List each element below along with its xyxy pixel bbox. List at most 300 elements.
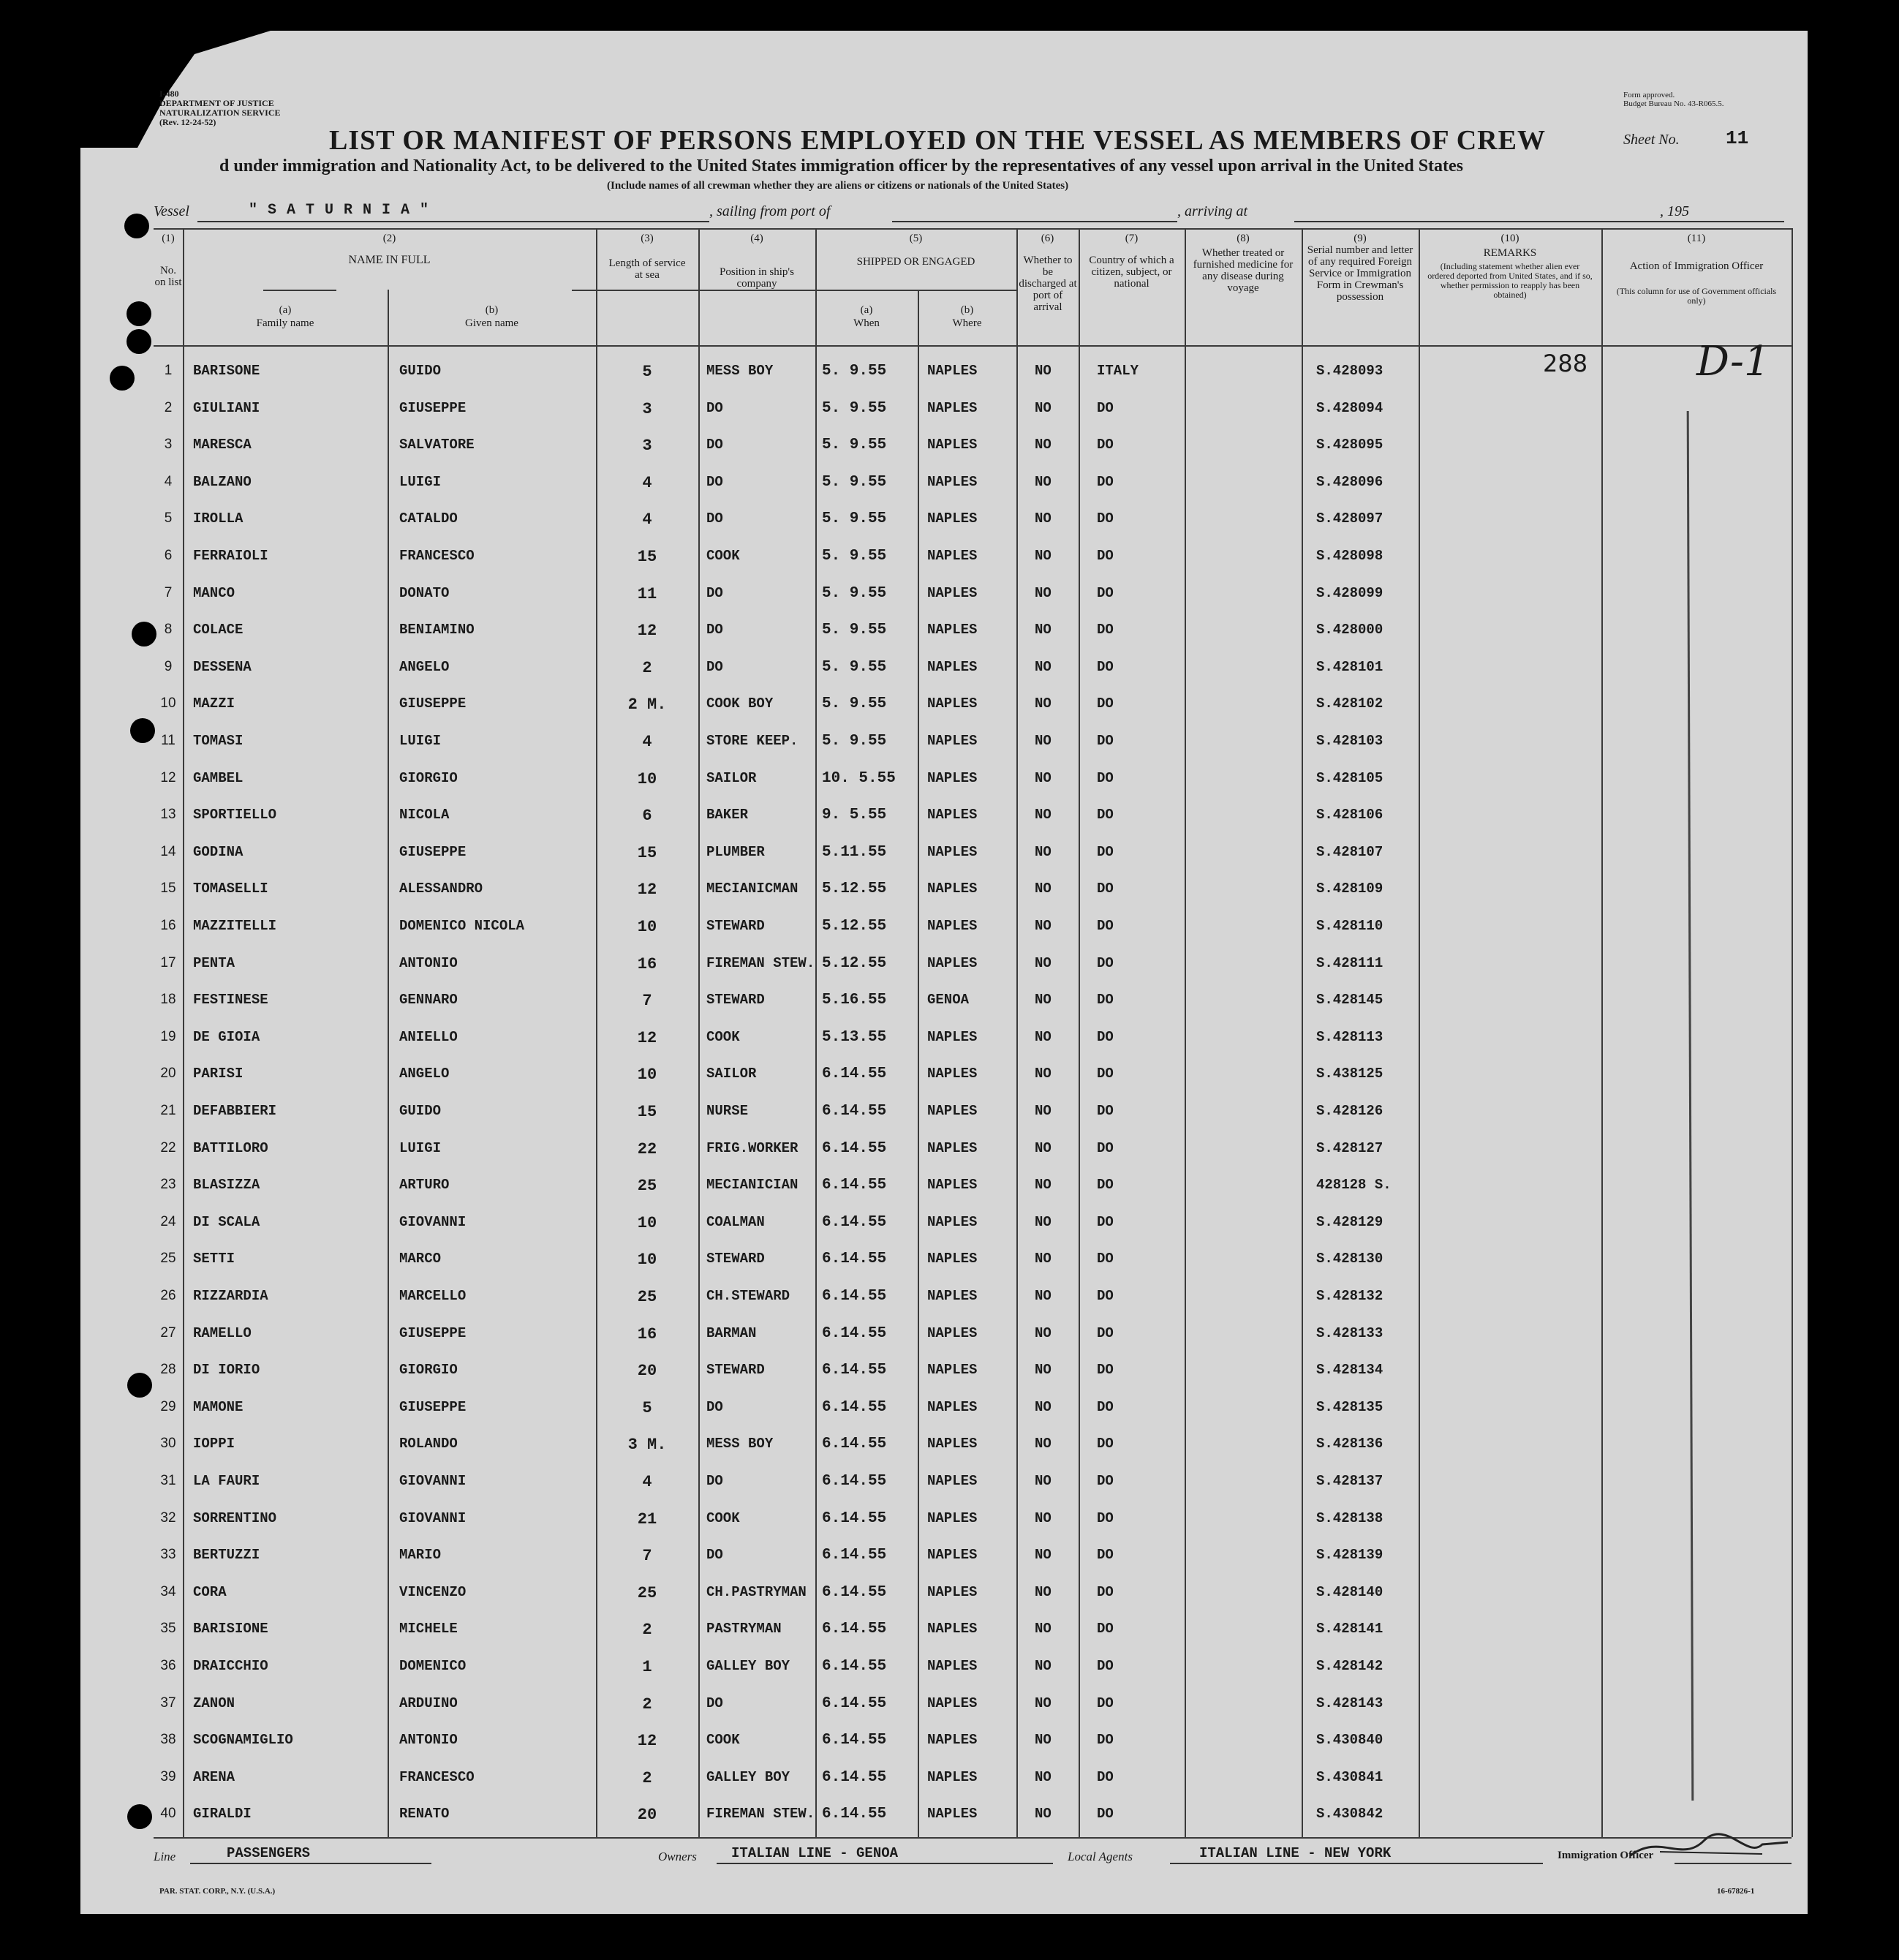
sheet-label: Sheet No. [1623, 132, 1680, 148]
cell-pos: DO [706, 584, 723, 601]
cell-disc: NO [1035, 1695, 1052, 1711]
cell-pos: GALLEY BOY [706, 1658, 790, 1674]
cell-disc: NO [1035, 1473, 1052, 1489]
cell-family: COLACE [193, 622, 243, 638]
col-10-note: (Including statement whether alien ever ordered deported from United States, and if so, whether permission to reapply has been obtained) [1427, 261, 1593, 300]
cell-where: GENOA [927, 992, 970, 1009]
cell-n: 38 [160, 1732, 176, 1748]
cell-len: 10 [637, 769, 657, 788]
cell-pos: PLUMBER [706, 843, 765, 860]
table-row [154, 1204, 1792, 1241]
cell-disc: NO [1035, 658, 1052, 675]
cell-ser: S.428102 [1316, 696, 1383, 712]
cell-len: 5 [642, 363, 652, 381]
table-row [154, 1389, 1792, 1426]
cell-family: BARISONE [193, 363, 260, 379]
arriving-label: , arriving at [1177, 203, 1248, 219]
cell-pos: FRIG.WORKER [706, 1139, 799, 1156]
cell-ser: S.428094 [1316, 399, 1383, 416]
cell-given: GIORGIO [399, 1362, 458, 1379]
cell-where: NAPLES [927, 473, 978, 490]
cell-n: 27 [160, 1324, 176, 1341]
cell-disc: NO [1035, 1251, 1052, 1267]
officer-signature [1616, 1826, 1792, 1870]
cell-disc: NO [1035, 1139, 1052, 1156]
cell-len: 7 [642, 1547, 652, 1566]
cell-where: NAPLES [927, 733, 978, 749]
cell-ser: S.428098 [1316, 548, 1383, 564]
cell-ctry: DO [1097, 437, 1114, 453]
agents-value: ITALIAN LINE - NEW YORK [1199, 1845, 1392, 1861]
owners-value: ITALIAN LINE - GENOA [731, 1845, 899, 1861]
cell-ser: S.428000 [1316, 622, 1383, 638]
cell-ctry: DO [1097, 1473, 1114, 1489]
cell-given: GIUSEPPE [399, 399, 467, 416]
cell-n: 2 [164, 399, 173, 415]
cell-ser: S.430842 [1316, 1806, 1383, 1823]
cell-family: IROLLA [193, 510, 243, 527]
cell-when: 6.14.55 [822, 1547, 887, 1564]
cell-pos: MECIANICIAN [706, 1177, 799, 1194]
cell-n: 12 [160, 769, 176, 785]
cell-len: 15 [637, 548, 657, 566]
cell-family: DESSENA [193, 658, 252, 675]
cell-len: 6 [642, 807, 652, 826]
table-row [154, 981, 1792, 1019]
cell-family: GAMBEL [193, 769, 243, 786]
cell-pos: DO [706, 1695, 723, 1711]
cell-ctry: DO [1097, 1362, 1114, 1379]
cell-n: 32 [160, 1509, 176, 1526]
cell-ctry: DO [1097, 1213, 1114, 1230]
cell-ctry: DO [1097, 733, 1114, 749]
cell-when: 6.14.55 [822, 1251, 887, 1268]
col-2-number: (2) [382, 233, 396, 244]
cell-disc: NO [1035, 1509, 1052, 1526]
cell-given: LUIGI [399, 473, 442, 490]
cell-family: RAMELLO [193, 1324, 252, 1341]
table-row [154, 1278, 1792, 1315]
cell-len: 10 [637, 1213, 657, 1232]
cell-disc: NO [1035, 363, 1052, 379]
officer-action-mark: D-1 [1696, 338, 1770, 385]
cell-n: 30 [160, 1436, 176, 1452]
cell-when: 6.14.55 [822, 1139, 887, 1157]
table-row [154, 1500, 1792, 1537]
cell-ser: S.428113 [1316, 1028, 1383, 1045]
cell-len: 4 [642, 1473, 652, 1491]
cell-pos: DO [706, 473, 723, 490]
cell-when: 6.14.55 [822, 1066, 887, 1083]
cell-disc: NO [1035, 1621, 1052, 1637]
cell-disc: NO [1035, 473, 1052, 490]
cell-n: 28 [160, 1362, 176, 1378]
cell-when: 5.12.55 [822, 918, 887, 935]
cell-ctry: DO [1097, 1806, 1114, 1823]
cell-disc: NO [1035, 548, 1052, 564]
cell-disc: NO [1035, 399, 1052, 416]
cell-ser: S.428111 [1316, 954, 1383, 971]
cell-disc: NO [1035, 1583, 1052, 1600]
col-9-header: Serial number and letter of any required Foreign Service or Immigration Form in Crewman's possession [1307, 244, 1413, 303]
cell-ctry: DO [1097, 622, 1114, 638]
cell-ctry: DO [1097, 548, 1114, 564]
cell-len: 10 [637, 1251, 657, 1270]
cell-len: 25 [637, 1583, 657, 1602]
cell-family: DE GIOIA [193, 1028, 260, 1045]
cell-when: 6.14.55 [822, 1806, 887, 1823]
cell-ctry: DO [1097, 473, 1114, 490]
punch-hole [124, 214, 149, 238]
punch-hole [127, 1373, 152, 1398]
cell-family: DRAICCHIO [193, 1658, 268, 1674]
cell-ser: S.428127 [1316, 1139, 1383, 1156]
cell-ser: S.428099 [1316, 584, 1383, 601]
form-approval: Form approved. Budget Bureau No. 43-R065.5. [1623, 91, 1724, 108]
cell-pos: CH.STEWARD [706, 1288, 790, 1304]
cell-ser: S.438125 [1316, 1066, 1383, 1082]
punch-hole [132, 622, 156, 647]
col-4-number: (4) [750, 233, 763, 244]
cell-disc: NO [1035, 1436, 1052, 1452]
cell-ctry: DO [1097, 1658, 1114, 1674]
cell-disc: NO [1035, 696, 1052, 712]
cell-ctry: DO [1097, 1324, 1114, 1341]
owners-label: Owners [658, 1850, 697, 1863]
cell-where: NAPLES [927, 1028, 978, 1045]
cell-ser: S.428130 [1316, 1251, 1383, 1267]
cell-ser: S.428095 [1316, 437, 1383, 453]
cell-where: NAPLES [927, 1436, 978, 1452]
cell-where: NAPLES [927, 1362, 978, 1379]
cell-n: 29 [160, 1398, 176, 1414]
cell-n: 9 [164, 658, 173, 674]
cell-ser: S.428110 [1316, 918, 1383, 934]
cell-given: MARCO [399, 1251, 442, 1267]
cell-where: NAPLES [927, 1806, 978, 1823]
cell-len: 16 [637, 1324, 657, 1343]
cell-n: 25 [160, 1251, 176, 1267]
cell-len: 2 [642, 1621, 652, 1640]
col-1-number: (1) [162, 233, 175, 244]
cell-when: 6.14.55 [822, 1732, 887, 1749]
cell-ctry: DO [1097, 658, 1114, 675]
cell-len: 20 [637, 1362, 657, 1381]
cell-when: 5.16.55 [822, 992, 887, 1009]
cell-family: TOMASELLI [193, 881, 268, 897]
cell-when: 6.14.55 [822, 1695, 887, 1712]
cell-ctry: DO [1097, 1028, 1114, 1045]
vessel-row [154, 203, 1792, 225]
table-row [154, 1055, 1792, 1093]
cell-ser: S.428096 [1316, 473, 1383, 490]
cell-when: 10. 5.55 [822, 769, 896, 787]
col-6-header: Whether to be discharged at port of arrival [1019, 255, 1077, 313]
cell-disc: NO [1035, 1732, 1052, 1749]
table-row [154, 538, 1792, 575]
cell-where: NAPLES [927, 807, 978, 823]
cell-given: LUIGI [399, 1139, 442, 1156]
col-2b-header: Given name [465, 317, 518, 329]
remark-row-1: 288 [1543, 350, 1588, 377]
cell-family: GODINA [193, 843, 243, 860]
cell-len: 15 [637, 843, 657, 862]
cell-ser: S.428126 [1316, 1103, 1383, 1119]
cell-disc: NO [1035, 1028, 1052, 1045]
cell-ctry: DO [1097, 881, 1114, 897]
vessel-name: " S A T U R N I A " [249, 202, 430, 219]
cell-given: GIUSEPPE [399, 696, 467, 712]
sailing-label: , sailing from port of [709, 203, 831, 219]
cell-ser: S.428135 [1316, 1398, 1383, 1415]
cell-family: BATTILORO [193, 1139, 268, 1156]
cell-when: 5. 9.55 [822, 696, 887, 713]
cell-when: 5. 9.55 [822, 399, 887, 417]
cell-family: LA FAURI [193, 1473, 260, 1489]
cell-pos: COOK [706, 1732, 740, 1749]
cell-pos: COOK [706, 1028, 740, 1045]
table-row [154, 1166, 1792, 1204]
cell-disc: NO [1035, 807, 1052, 823]
cell-len: 25 [637, 1177, 657, 1196]
cell-ser: S.428137 [1316, 1473, 1383, 1489]
cell-given: NICOLA [399, 807, 450, 823]
cell-len: 3 M. [627, 1436, 667, 1455]
cell-n: 6 [164, 548, 173, 563]
line-label: Line [154, 1850, 176, 1863]
manifest-footer [154, 1845, 1792, 1877]
cell-when: 6.14.55 [822, 1213, 887, 1231]
cell-given: LUIGI [399, 733, 442, 749]
cell-pos: STEWARD [706, 992, 765, 1009]
cell-where: NAPLES [927, 584, 978, 601]
table-row [154, 1463, 1792, 1500]
cell-pos: DO [706, 1398, 723, 1415]
cell-disc: NO [1035, 622, 1052, 638]
cell-where: NAPLES [927, 1139, 978, 1156]
cell-given: GIORGIO [399, 769, 458, 786]
cell-n: 17 [160, 954, 176, 970]
cell-given: VINCENZO [399, 1583, 467, 1600]
cell-disc: NO [1035, 881, 1052, 897]
cell-where: NAPLES [927, 1695, 978, 1711]
table-row [154, 1315, 1792, 1352]
cell-ctry: DO [1097, 1695, 1114, 1711]
cell-where: NAPLES [927, 918, 978, 934]
cell-given: MARCELLO [399, 1288, 467, 1304]
cell-len: 10 [637, 1066, 657, 1085]
cell-pos: CH.PASTRYMAN [706, 1583, 807, 1600]
col-2a-header: Family name [256, 317, 314, 329]
line-value: PASSENGERS [227, 1845, 311, 1861]
cell-ser: S.428103 [1316, 733, 1383, 749]
cell-given: GENNARO [399, 992, 458, 1009]
cell-given: ARDUINO [399, 1695, 458, 1711]
form-identifier: I-480 DEPARTMENT OF JUSTICE NATURALIZATION SERVICE (Rev. 12-24-52) [159, 88, 281, 127]
crew-table [154, 228, 1792, 1837]
cell-given: FRANCESCO [399, 1768, 475, 1785]
col-10-number: (10) [1500, 233, 1519, 244]
table-row [154, 1352, 1792, 1389]
cell-given: ANGELO [399, 658, 450, 675]
cell-where: NAPLES [927, 1768, 978, 1785]
cell-ser: S.428106 [1316, 807, 1383, 823]
cell-n: 8 [164, 622, 173, 638]
col-5b-header: Where [952, 317, 982, 329]
cell-when: 6.14.55 [822, 1288, 887, 1305]
cell-len: 12 [637, 881, 657, 900]
cell-family: MANCO [193, 584, 235, 601]
cell-ser: S.428136 [1316, 1436, 1383, 1452]
cell-family: FERRAIOLI [193, 548, 268, 564]
cell-family: GIULIANI [193, 399, 260, 416]
cell-given: ARTURO [399, 1177, 450, 1194]
cell-family: BALZANO [193, 473, 252, 490]
cell-where: NAPLES [927, 1103, 978, 1119]
form-number: 16-67826-1 [1717, 1887, 1755, 1896]
cell-ctry: DO [1097, 918, 1114, 934]
cell-n: 13 [160, 807, 176, 823]
cell-pos: STEWARD [706, 918, 765, 934]
cell-n: 34 [160, 1583, 176, 1599]
col-8-header: Whether treated or furnished medicine for any disease during voyage [1193, 247, 1294, 294]
cell-len: 2 [642, 658, 652, 677]
cell-family: BARISIONE [193, 1621, 268, 1637]
col-10-header: REMARKS [1483, 247, 1537, 259]
table-row [154, 1240, 1792, 1278]
table-row [154, 649, 1792, 686]
cell-pos: COOK [706, 1509, 740, 1526]
cell-where: NAPLES [927, 954, 978, 971]
cell-when: 5. 9.55 [822, 363, 887, 380]
cell-disc: NO [1035, 954, 1052, 971]
cell-family: PENTA [193, 954, 235, 971]
cell-disc: NO [1035, 769, 1052, 786]
cell-pos: DO [706, 1473, 723, 1489]
cell-pos: NURSE [706, 1103, 749, 1119]
col-4-header: Position in ship's company [720, 266, 794, 290]
col-3-header: Length of service at sea [608, 257, 686, 281]
cell-where: NAPLES [927, 1509, 978, 1526]
table-row [154, 1685, 1792, 1722]
cell-ser: S.428141 [1316, 1621, 1383, 1637]
cell-ctry: DO [1097, 1547, 1114, 1564]
table-row [154, 908, 1792, 945]
cell-pos: MESS BOY [706, 363, 774, 379]
table-row [154, 390, 1792, 427]
cell-len: 2 [642, 1768, 652, 1787]
cell-disc: NO [1035, 1806, 1052, 1823]
cell-disc: NO [1035, 510, 1052, 527]
col-2a-number: (a) [279, 304, 292, 316]
cell-n: 24 [160, 1213, 176, 1229]
table-row [154, 870, 1792, 908]
cell-given: DOMENICO NICOLA [399, 918, 525, 934]
cell-given: DOMENICO [399, 1658, 467, 1674]
cell-n: 37 [160, 1695, 176, 1711]
cell-family: SCOGNAMIGLIO [193, 1732, 293, 1749]
page-title: LIST OR MANIFEST OF PERSONS EMPLOYED ON THE VESSEL AS MEMBERS OF CREW [329, 125, 1546, 156]
table-row [154, 611, 1792, 649]
cell-n: 26 [160, 1288, 176, 1303]
col-7-number: (7) [1125, 233, 1139, 244]
cell-ser: S.428133 [1316, 1324, 1383, 1341]
cell-when: 6.14.55 [822, 1324, 887, 1342]
officer-label: Immigration Officer [1558, 1850, 1654, 1861]
cell-family: MAZZI [193, 696, 235, 712]
cell-len: 16 [637, 954, 657, 973]
cell-len: 5 [642, 1398, 652, 1417]
table-row [154, 1574, 1792, 1611]
cell-pos: COOK [706, 548, 740, 564]
cell-disc: NO [1035, 1103, 1052, 1119]
cell-n: 23 [160, 1177, 176, 1193]
cell-len: 2 M. [627, 696, 667, 715]
cell-pos: DO [706, 658, 723, 675]
cell-ctry: DO [1097, 1251, 1114, 1267]
cell-disc: NO [1035, 992, 1052, 1009]
cell-family: SPORTIELLO [193, 807, 277, 823]
cell-ctry: DO [1097, 1066, 1114, 1082]
cell-pos: BARMAN [706, 1324, 757, 1341]
cell-when: 6.14.55 [822, 1436, 887, 1453]
cell-family: CORA [193, 1583, 227, 1600]
cell-ser: S.428139 [1316, 1547, 1383, 1564]
cell-ctry: DO [1097, 1768, 1114, 1785]
table-row [154, 500, 1792, 538]
cell-where: NAPLES [927, 696, 978, 712]
cell-where: NAPLES [927, 1288, 978, 1304]
cell-when: 6.14.55 [822, 1768, 887, 1786]
cell-when: 5. 9.55 [822, 510, 887, 528]
cell-where: NAPLES [927, 1473, 978, 1489]
cell-disc: NO [1035, 1362, 1052, 1379]
table-row [154, 723, 1792, 760]
cell-ser: S.428097 [1316, 510, 1383, 527]
cell-where: NAPLES [927, 843, 978, 860]
cell-when: 5. 9.55 [822, 548, 887, 565]
cell-len: 3 [642, 437, 652, 456]
cell-given: GIOVANNI [399, 1213, 467, 1230]
cell-where: NAPLES [927, 1177, 978, 1194]
cell-family: FESTINESE [193, 992, 268, 1009]
manifest-page [80, 31, 1808, 1914]
cell-len: 12 [637, 622, 657, 641]
cell-ctry: DO [1097, 769, 1114, 786]
cell-when: 9. 5.55 [822, 807, 887, 824]
cell-given: ANIELLO [399, 1028, 458, 1045]
cell-given: ANTONIO [399, 1732, 458, 1749]
col-11-header: Action of Immigration Officer [1629, 260, 1764, 272]
cell-when: 5. 9.55 [822, 622, 887, 639]
col-9-number: (9) [1354, 233, 1367, 244]
cell-pos: FIREMAN STEW. [706, 954, 815, 971]
cell-pos: PASTRYMAN [706, 1621, 782, 1637]
cell-where: NAPLES [927, 363, 978, 379]
cell-n: 7 [164, 584, 173, 600]
cell-when: 5.12.55 [822, 881, 887, 898]
col-2b-number: (b) [485, 304, 499, 316]
cell-family: SETTI [193, 1251, 235, 1267]
cell-ser: S.428093 [1316, 363, 1383, 379]
cell-ser: S.428145 [1316, 992, 1383, 1009]
cell-ctry: DO [1097, 1398, 1114, 1415]
cell-disc: NO [1035, 733, 1052, 749]
cell-len: 3 [642, 399, 652, 418]
cell-disc: NO [1035, 918, 1052, 934]
table-row [154, 464, 1792, 501]
cell-ctry: DO [1097, 1103, 1114, 1119]
